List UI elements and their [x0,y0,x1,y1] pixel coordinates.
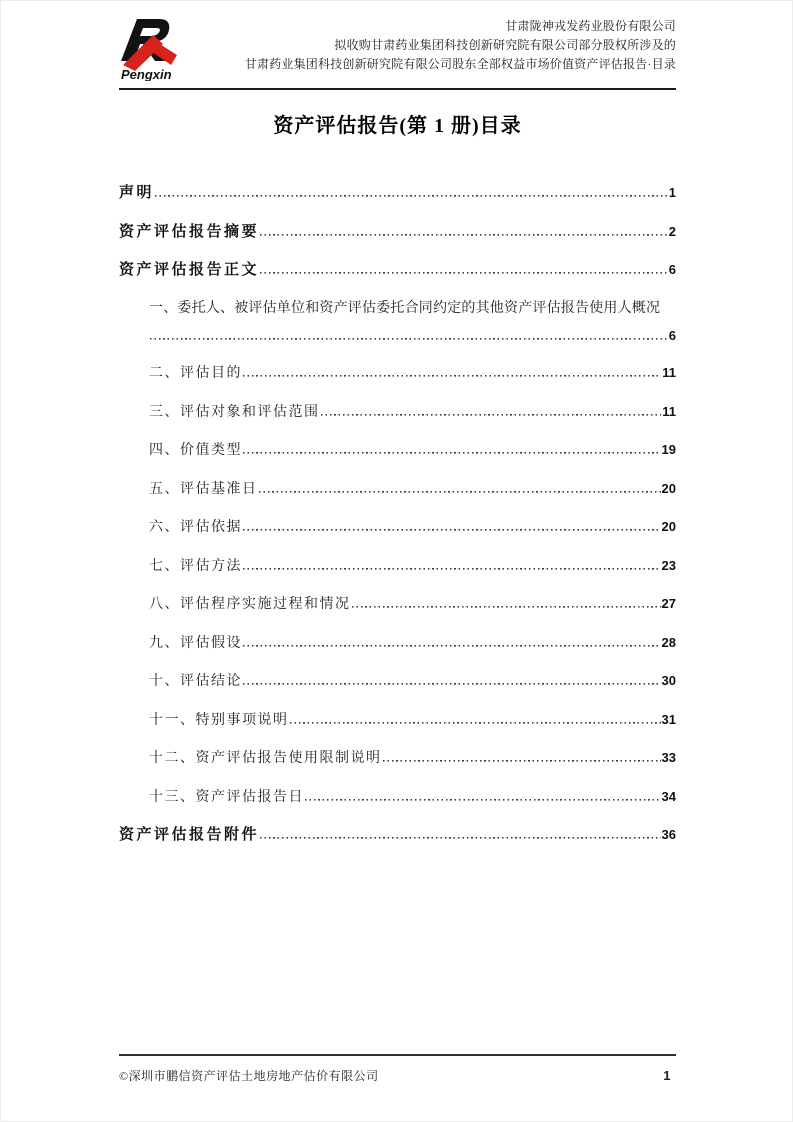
toc-entry [119,261,676,279]
toc-entry [119,826,676,844]
header-company-lines [245,17,676,74]
toc-entry [119,557,676,575]
toc-entry [119,788,676,806]
pengxin-logo-icon [119,17,191,81]
toc-leader-dots [243,528,661,531]
footer-divider [119,1054,676,1056]
toc-entry-label: 资产评估报告附件 [119,827,260,843]
table-of-contents [119,184,676,865]
toc-entry-label: 资产评估报告摘要 [119,223,260,240]
toc-leader-dots [321,413,662,416]
toc-leader-dots [243,682,661,685]
toc-leader-dots [383,759,661,762]
footer-copyright: ©深圳市鹏信资产评估土地房地产估价有限公司 [119,1069,379,1083]
header-line-2: 拟收购甘肃药业集团科技创新研究院有限公司部分股权所涉及的 [334,38,676,52]
toc-leader-dots [260,271,668,274]
logo-wordmark: Pengxin [121,67,172,81]
toc-entry [119,184,676,202]
footer-page-number: 1 [663,1068,671,1083]
toc-entry-continuation [119,327,676,344]
header-divider [119,88,676,90]
toc-entry [119,480,676,498]
toc-page-number: 36 [661,827,676,842]
toc-leader-dots [259,490,661,493]
toc-page-number: 28 [661,634,676,650]
toc-entry [119,364,676,382]
header-line-1: 甘肃陇神戎发药业股份有限公司 [505,19,676,33]
toc-page-number: 20 [661,480,676,496]
toc-leader-dots [155,194,668,197]
toc-entry-label: 四、价值类型 [149,443,242,458]
toc-page-number: 30 [661,673,676,688]
toc-leader-dots [150,337,668,340]
toc-entry-label: 声明 [119,185,155,201]
toc-page-number: 27 [661,596,676,611]
toc-entry-label: 九、评估假设 [149,635,242,651]
toc-entry-label: 二、评估目的 [149,366,242,381]
toc-page-number: 2 [668,223,676,239]
page-title: 资产评估报告(第 1 册)目录 [273,115,522,137]
toc-entry [119,749,676,767]
toc-page-number: 20 [661,519,676,534]
toc-page-number: 11 [662,403,676,419]
toc-entry [119,672,676,690]
toc-entry-label: 三、评估对象和评估范围 [149,404,320,420]
toc-page-number: 34 [661,788,676,804]
toc-leader-dots [243,451,661,454]
toc-entry-label: 十三、资产评估报告日 [149,789,304,805]
toc-entry-label: 十一、特别事项说明 [149,712,289,728]
toc-leader-dots [243,567,661,570]
toc-entry-label: 一、委托人、被评估单位和资产评估委托合同约定的其他资产评估报告使用人概况 [149,300,661,316]
toc-entry-label: 八、评估程序实施过程和情况 [149,597,351,612]
toc-page-number: 1 [668,185,676,200]
toc-entry-label: 十、评估结论 [149,674,242,689]
toc-page-number: 19 [661,442,676,457]
toc-entry-label: 五、评估基准日 [149,481,258,497]
toc-page-number: 31 [661,711,676,727]
toc-entry [119,595,676,613]
toc-page-number: 33 [661,750,676,765]
toc-entry-label: 七、评估方法 [149,558,242,574]
header-line-3: 甘肃药业集团科技创新研究院有限公司股东全部权益市场价值资产评估报告·目录 [244,57,676,71]
toc-page-number: 11 [662,365,676,380]
toc-entry [119,441,676,459]
toc-entry [119,300,676,317]
toc-leader-dots [260,836,661,839]
toc-leader-dots [243,374,661,377]
toc-entry-label: 六、评估依据 [149,520,242,535]
toc-entry [119,223,676,241]
toc-leader-dots [290,721,661,724]
toc-leader-dots [305,798,661,801]
toc-page-number: 6 [668,262,676,277]
page-footer [119,1067,676,1084]
toc-entry-label: 十二、资产评估报告使用限制说明 [149,751,382,766]
toc-leader-dots [352,605,661,608]
toc-entry [119,403,676,421]
page-header [119,17,676,81]
toc-entry [119,711,676,729]
toc-leader-dots [260,233,668,236]
toc-page-number: 6 [668,327,676,343]
toc-leader-dots [243,644,661,647]
toc-page-number: 23 [661,557,676,573]
toc-entry [119,518,676,536]
toc-entry [119,634,676,652]
toc-entry-label: 资产评估报告正文 [119,262,260,278]
